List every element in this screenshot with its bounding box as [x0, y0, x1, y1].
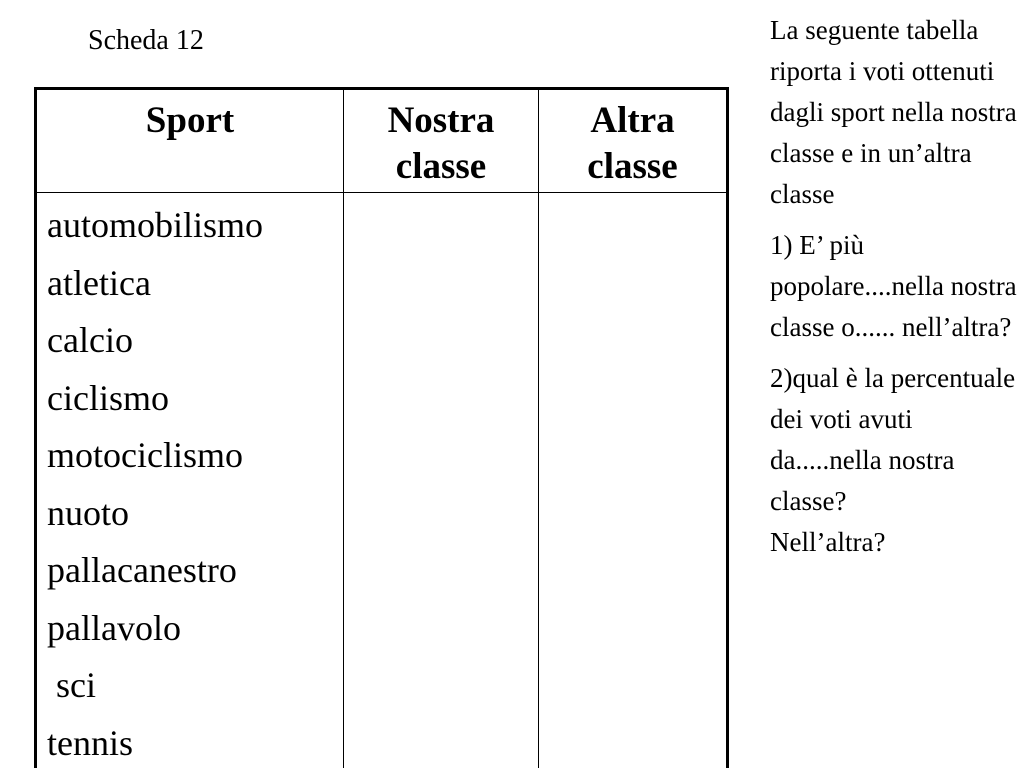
sport-item: sci — [47, 665, 96, 705]
instructions-intro: La seguente tabella riporta i voti ottenuti dagli sport nella nostra classe e in un’altra classe — [770, 15, 1017, 209]
instructions-panel — [770, 10, 1020, 573]
table-body-row — [36, 193, 728, 768]
sport-item: nuoto — [47, 492, 130, 533]
page-title: Scheda 12 — [88, 25, 204, 56]
sport-item: pallacanestro — [47, 550, 237, 590]
sport-item: motociclismo — [47, 435, 243, 475]
header-nostra-line2: classe — [395, 146, 487, 187]
header-nostra-line1: Nostra — [387, 100, 495, 141]
question-1: 1) E’ più popolare....nella nostra classe o...... nell’altra? — [770, 230, 1017, 342]
header-sport-label: Sport — [145, 100, 235, 141]
sport-item: tennis — [47, 722, 133, 763]
sport-item: atletica — [47, 262, 151, 303]
sport-list-cell — [36, 193, 344, 768]
nostra-classe-values-cell — [344, 193, 539, 768]
header-altra-classe — [539, 89, 728, 193]
table-header-row — [36, 89, 728, 193]
header-nostra-classe — [344, 89, 539, 193]
altra-classe-values-cell — [539, 193, 728, 768]
question-2 — [770, 358, 1020, 563]
sport-item: ciclismo — [47, 377, 169, 418]
header-altra-line2: classe — [587, 146, 678, 187]
header-sport — [36, 89, 344, 193]
sport-item: pallavolo — [47, 607, 181, 648]
question-2-followup: Nell’altra? — [770, 527, 886, 557]
sport-item: calcio — [47, 320, 133, 360]
sport-list — [37, 197, 343, 768]
question-2-main: 2)qual è la percentuale dei voti avuti da.....nella nostra classe? — [770, 363, 1016, 516]
sports-votes-table — [34, 87, 729, 768]
sport-item: automobilismo — [47, 205, 263, 245]
header-altra-line1: Altra — [590, 100, 675, 141]
